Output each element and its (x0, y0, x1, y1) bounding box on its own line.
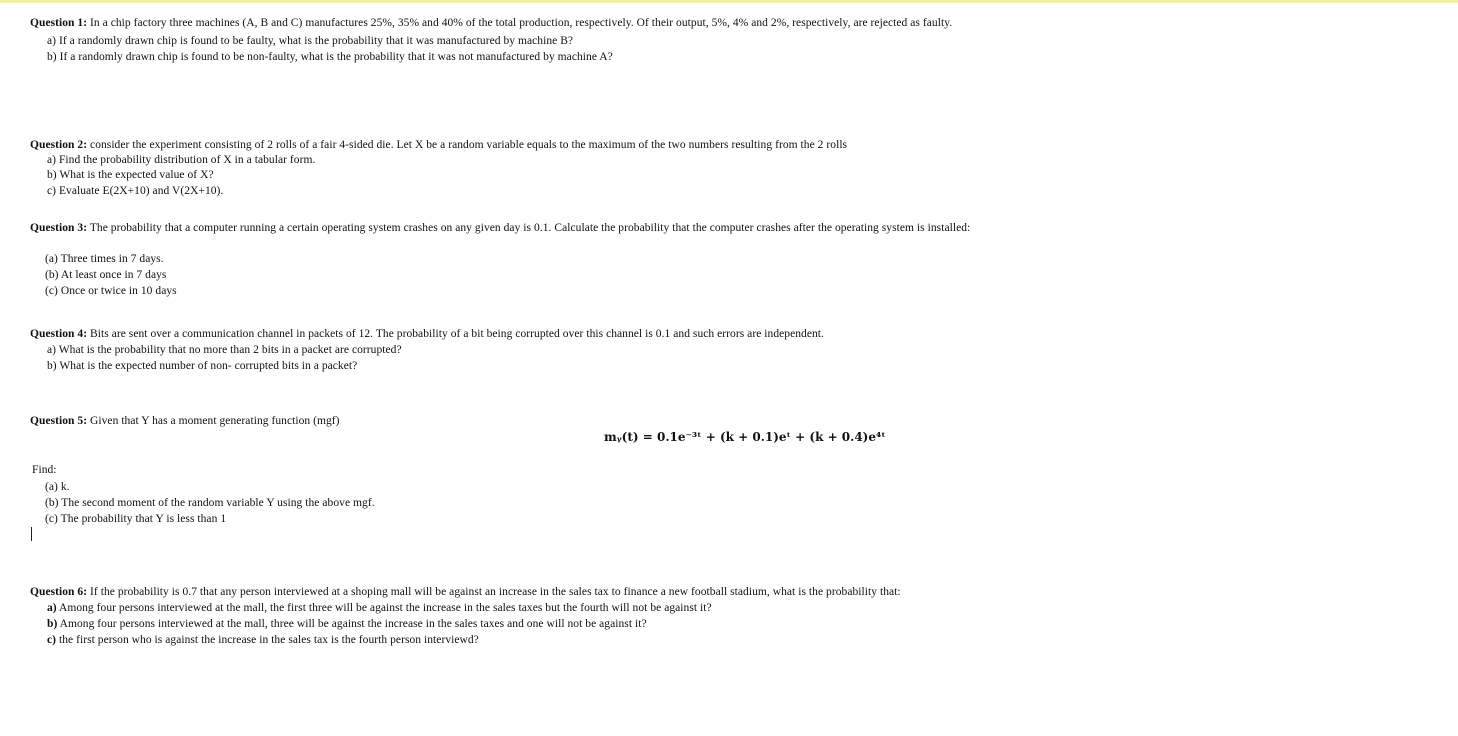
question-3-part-a: (a) Three times in 7 days. (45, 253, 164, 265)
question-5-part-a: (a) k. (45, 481, 70, 493)
question-5 (30, 415, 340, 428)
question-5-text: Given that Y has a moment generating function (mgf) (87, 415, 340, 427)
question-3-label: Question 3: (30, 222, 88, 234)
question-3-part-b: (b) At least once in 7 days (45, 269, 167, 281)
question-6-part-a-label: a) (47, 602, 57, 614)
question-1-label: Question 1: (30, 17, 88, 29)
text-cursor (31, 527, 32, 541)
question-6-part-b-text: Among four persons interviewed at the mall, three will be against the increase in the sales taxes and one will not be against it? (57, 618, 647, 630)
question-4-label: Question 4: (30, 328, 88, 340)
question-3-part-c: (c) Once or twice in 10 days (45, 285, 177, 297)
question-5-part-b: (b) The second moment of the random variable Y using the above mgf. (45, 497, 375, 509)
question-6-part-c (47, 634, 479, 647)
question-5-find: Find: (32, 464, 57, 476)
question-2-label: Question 2: (30, 139, 88, 151)
question-2-part-b: b) What is the expected value of X? (47, 169, 214, 181)
question-6-part-a-text: Among four persons interviewed at the mall, the first three will be against the increase in the sales taxes but the fourth will not be against it? (56, 602, 712, 614)
question-6-part-b (47, 618, 647, 631)
question-3-text: The probability that a computer running a certain operating system crashes on any given day is 0.1. Calculate the probability that the computer crashes after the operating system is installed: (87, 222, 971, 234)
question-6 (30, 586, 901, 599)
question-3 (30, 222, 970, 235)
question-1-text: In a chip factory three machines (A, B and C) manufactures 25%, 35% and 40% of the total production, respectively. Of their output, 5%, 4% and 2%, respectively, are rejected as faulty. (87, 17, 953, 29)
question-5-part-c: (c) The probability that Y is less than 1 (45, 513, 227, 525)
question-5-label: Question 5: (30, 415, 88, 427)
question-6-part-c-label: c) (47, 634, 57, 646)
question-1-part-a: a) If a randomly drawn chip is found to be faulty, what is the probability that it was manufactured by machine B? (47, 35, 574, 47)
question-2-part-c: c) Evaluate E(2X+10) and V(2X+10). (47, 185, 224, 197)
question-6-part-b-label: b) (47, 618, 58, 630)
question-6-part-c-text: the first person who is against the increase in the sales tax is the fourth person interviewd? (56, 634, 479, 646)
question-1-part-b: b) If a randomly drawn chip is found to be non-faulty, what is the probability that it was not manufactured by machine A? (47, 51, 613, 63)
question-6-part-a (47, 602, 712, 615)
question-6-label: Question 6: (30, 586, 88, 598)
mgf-formula: mᵧ(t) = 0.1e⁻³ᵗ + (k + 0.1)eᵗ + (k + 0.4)e⁴ᵗ (604, 430, 886, 444)
question-2-part-a: a) Find the probability distribution of X in a tabular form. (47, 154, 316, 166)
question-2 (30, 139, 847, 152)
question-1 (30, 17, 952, 30)
question-4-part-a: a) What is the probability that no more than 2 bits in a packet are corrupted? (47, 344, 402, 356)
question-2-text: consider the experiment consisting of 2 rolls of a fair 4-sided die. Let X be a random variable equals to the maximum of the two numbers resulting from the 2 rolls (87, 139, 848, 151)
question-4-part-b: b) What is the expected number of non- corrupted bits in a packet? (47, 360, 358, 372)
question-6-text: If the probability is 0.7 that any person interviewed at a shoping mall will be against an increase in the sales tax to finance a new football stadium, what is the probability that: (87, 586, 901, 598)
question-4-text: Bits are sent over a communication channel in packets of 12. The probability of a bit being corrupted over this channel is 0.1 and such errors are independent. (87, 328, 824, 340)
question-4 (30, 328, 824, 341)
